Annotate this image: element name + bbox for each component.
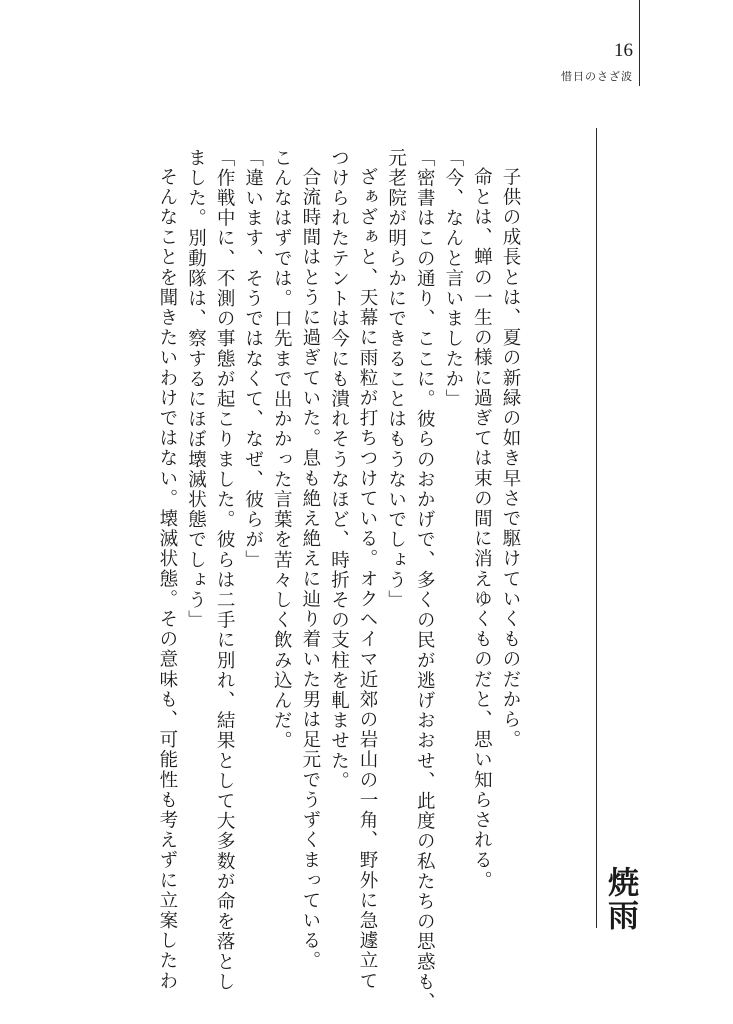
text-column: 合流時間はとうに過ぎていた。息も絶え絶えに辿り着いた男は足元でうずくまっている。 [299,166,321,971]
text-column: 「今、なんと言いましたか」 [442,148,464,410]
header-rule [639,0,640,86]
page-number: 16 [614,40,633,61]
text-column: 命とは、蝉の一生の様に過ぎては束の間に消えゆくものだと、思い知らされる。 [471,166,493,891]
text-column: 「違います、そうではなくて、なぜ、彼らが」 [242,148,264,571]
running-head: 惜日のさざ波 [561,70,633,83]
text-column: こんなはずでは。口先まで出かかった言葉を苦々しく飲み込んだ。 [271,148,293,751]
chapter-title-rule [596,128,597,928]
text-column: そんなことを聞きたいわけではない。壊滅状態。その意味も、可能性も考えずに立案したわ [156,166,178,991]
text-column: つけられたテントは今にも潰れそうなほど、時折その支柱を軋ませた。 [328,148,350,792]
text-column: 「作戦中に、不測の事態が起こりました。彼らは二手に別れ、結果として大多数が命を落とし [214,148,236,993]
text-column: 「密書はこの通り、ここに。彼らのおかげで、多くの民が逃げおおせ、此度の私たちの思惑も、 [414,148,436,1013]
body-text [124,148,524,1013]
chapter-title: 焼雨 [602,866,638,932]
text-column: ざぁざぁと、天幕に雨粒が打ちつけている。オクヘイマ近郊の岩山の一角、野外に急遽立て [357,166,379,991]
text-column: 子供の成長とは、夏の新緑の如き早さで駆けていくものだから。 [500,166,521,750]
text-column: ました。別動隊は、察するにほぼ壊滅状態でしょう」 [185,148,207,631]
text-column: 元老院が明らかにできることはもうないでしょう」 [385,148,407,611]
